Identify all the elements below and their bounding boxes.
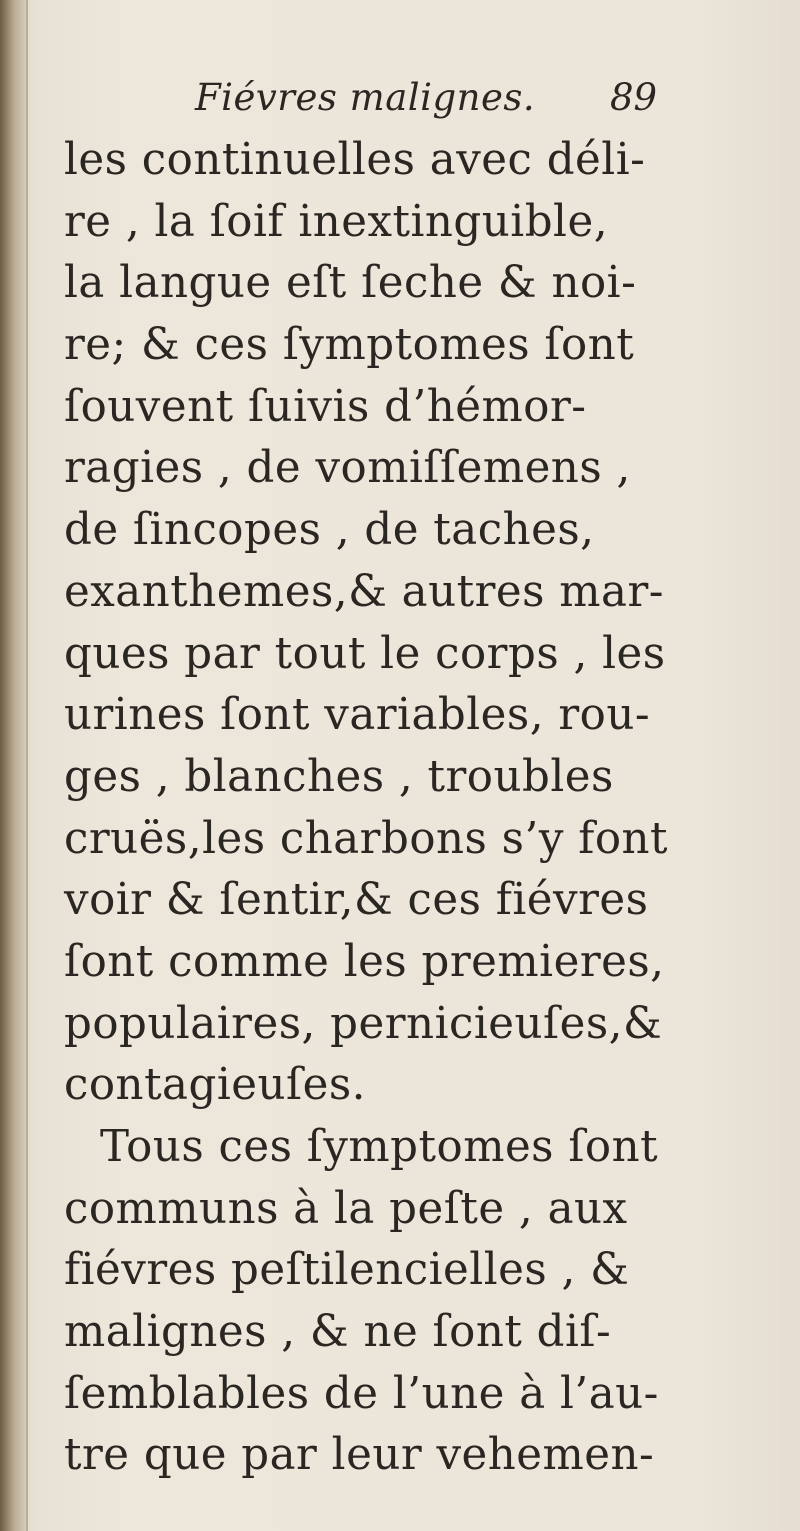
text-line: malignes , & ne ſont diſ- <box>64 1307 612 1358</box>
text-line: re , la ſoif inextinguible, <box>64 196 609 247</box>
text-line: communs à la peſte , aux <box>64 1183 628 1234</box>
text-line: tre que par leur vehemen- <box>64 1430 655 1481</box>
text-line: urines ſont variables, rou- <box>64 690 651 741</box>
text-line: ſouvent ſuivis d’hémor- <box>64 381 587 432</box>
page-number: 89 <box>610 76 658 119</box>
paragraph-start-line: Tous ces ſymptomes ſont <box>100 1122 659 1172</box>
text-line: ques par tout le corps , les <box>64 628 666 679</box>
running-title: Fiévres malignes. <box>195 76 536 119</box>
text-line: ragies , de vomiſſemens , <box>64 443 631 494</box>
text-line: les continuelles avec déli- <box>64 135 646 185</box>
running-head <box>195 76 665 126</box>
text-line: exanthemes,& autres mar- <box>64 566 664 617</box>
text-line: de ſincopes , de taches, <box>64 505 595 556</box>
gutter-edge <box>26 0 28 1531</box>
page-gutter <box>0 0 26 1531</box>
text-line: voir & ſentir,& ces fiévres <box>64 875 649 926</box>
text-line: populaires, pernicieuſes,& <box>64 998 663 1049</box>
text-line: ſont comme les premieres, <box>64 936 665 987</box>
text-line: fiévres peſtilencielles , & <box>64 1245 630 1296</box>
text-line: contagieuſes. <box>64 1060 366 1111</box>
text-line: cruës,les charbons s’y font <box>64 813 669 864</box>
text-line: la langue eſt ſeche & noi- <box>64 258 637 309</box>
body-text <box>64 130 694 1487</box>
text-line: re; & ces ſymptomes ſont <box>64 320 635 371</box>
text-line: ſemblables de l’une à l’au- <box>64 1368 659 1419</box>
text-line: ges , blanches , troubles <box>64 751 614 802</box>
